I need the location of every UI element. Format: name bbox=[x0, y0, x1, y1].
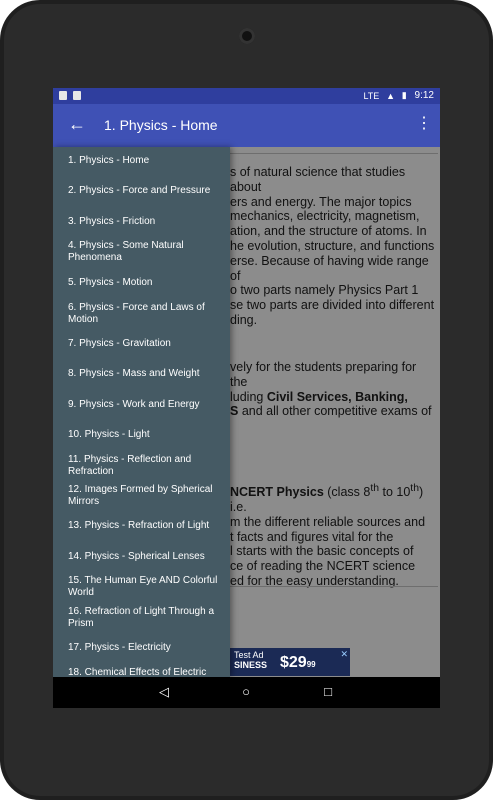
drawer-item[interactable]: 11. Physics - Reflection and Refraction bbox=[68, 454, 192, 477]
text-span: ) i.e. bbox=[230, 485, 424, 514]
text-line: t facts and figures vital for the bbox=[230, 529, 394, 544]
clock: 9:12 bbox=[414, 90, 434, 102]
ad-brand: SINESS bbox=[234, 660, 268, 670]
drawer-item[interactable]: 15. The Human Eye AND Colorful World bbox=[68, 575, 218, 598]
status-bar bbox=[53, 88, 440, 104]
signal-icon: ▲ bbox=[386, 90, 396, 101]
status-right bbox=[359, 90, 434, 101]
drawer-item[interactable]: 1. Physics - Home bbox=[68, 155, 150, 166]
superscript: th bbox=[410, 483, 419, 494]
ad-price-cents: 99 bbox=[306, 660, 316, 669]
bold-text: NCERT Physics bbox=[230, 485, 324, 500]
overflow-menu-icon[interactable]: ⋮ bbox=[416, 115, 432, 132]
text-line: erse. Because of having wide range of bbox=[230, 253, 429, 283]
drawer-item[interactable]: 8. Physics - Mass and Weight bbox=[68, 368, 200, 379]
home-nav-icon[interactable]: ○ bbox=[242, 684, 250, 699]
text-span: luding bbox=[230, 389, 267, 404]
drawer-item[interactable]: 2. Physics - Force and Pressure bbox=[68, 185, 211, 196]
drawer-item[interactable]: 7. Physics - Gravitation bbox=[68, 338, 171, 349]
ad-test-label: Test Ad bbox=[234, 650, 264, 660]
text-line: ce of reading the NCERT science bbox=[230, 559, 416, 574]
notification-icons bbox=[59, 91, 87, 103]
android-icon bbox=[73, 91, 81, 100]
drawer-item[interactable]: 14. Physics - Spherical Lenses bbox=[68, 551, 205, 562]
text-line: ers and energy. The major topics bbox=[230, 194, 412, 209]
drawer-item[interactable]: 16. Refraction of Light Through a Prism bbox=[68, 606, 215, 629]
drawer-item[interactable]: 5. Physics - Motion bbox=[68, 277, 153, 288]
battery-icon: ▮ bbox=[401, 90, 407, 100]
drawer-item[interactable]: 6. Physics - Force and Laws of Motion bbox=[68, 302, 205, 325]
text-line: l starts with the basic concepts of bbox=[230, 544, 414, 559]
drawer-item[interactable]: 18. Chemical Effects of Electric bbox=[68, 667, 207, 677]
bold-text: S bbox=[230, 404, 239, 419]
superscript: th bbox=[370, 483, 380, 494]
front-camera bbox=[239, 28, 255, 44]
lte-icon: LTE bbox=[363, 90, 380, 101]
bold-text: Civil Services, Banking, bbox=[266, 389, 408, 404]
ad-label bbox=[234, 650, 267, 670]
text-line: he evolution, structure, and functions bbox=[230, 238, 435, 253]
text-line: ding. bbox=[230, 312, 258, 327]
text-line: m the different reliable sources and bbox=[230, 514, 426, 529]
system-navigation-bar bbox=[53, 677, 440, 708]
text-line: s of natural science that studies about bbox=[230, 165, 406, 194]
text-line: ation, and the structure of atoms. In bbox=[230, 224, 427, 239]
back-arrow-icon[interactable]: ← bbox=[68, 114, 86, 134]
text-span: to 10 bbox=[379, 485, 411, 500]
drawer-item[interactable]: 3. Physics - Friction bbox=[68, 216, 156, 227]
recents-nav-icon[interactable]: □ bbox=[324, 684, 332, 699]
device-screen bbox=[53, 88, 440, 708]
back-nav-icon[interactable]: ◁ bbox=[159, 684, 169, 699]
drawer-item[interactable]: 10. Physics - Light bbox=[68, 429, 150, 440]
drawer-item[interactable]: 17. Physics - Electricity bbox=[68, 642, 171, 653]
text-line: ed for the easy understanding. bbox=[230, 573, 399, 588]
ad-price bbox=[280, 654, 316, 672]
drawer-item[interactable]: 9. Physics - Work and Energy bbox=[68, 399, 200, 410]
toolbar-title: 1. Physics - Home bbox=[104, 117, 218, 133]
navigation-drawer bbox=[53, 147, 230, 677]
ad-price-value: $29 bbox=[280, 654, 307, 671]
text-line: vely for the students preparing for the bbox=[230, 360, 417, 389]
drawer-item[interactable]: 12. Images Formed by Spherical Mirrors bbox=[68, 484, 213, 507]
text-line: o two parts namely Physics Part 1 bbox=[230, 283, 419, 298]
ad-close-icon[interactable]: ✕ bbox=[340, 649, 348, 659]
drawer-item[interactable]: 13. Physics - Refraction of Light bbox=[68, 520, 210, 531]
text-line: se two parts are divided into different bbox=[230, 298, 435, 313]
app-toolbar bbox=[53, 104, 440, 147]
ad-banner[interactable] bbox=[230, 648, 350, 676]
text-span: (class 8 bbox=[323, 485, 371, 500]
text-span: and all other competitive exams of bbox=[238, 404, 432, 419]
sd-card-icon bbox=[59, 91, 67, 100]
text-line: mechanics, electricity, magnetism, bbox=[230, 209, 420, 224]
drawer-item[interactable]: 4. Physics - Some Natural Phenomena bbox=[68, 240, 184, 263]
